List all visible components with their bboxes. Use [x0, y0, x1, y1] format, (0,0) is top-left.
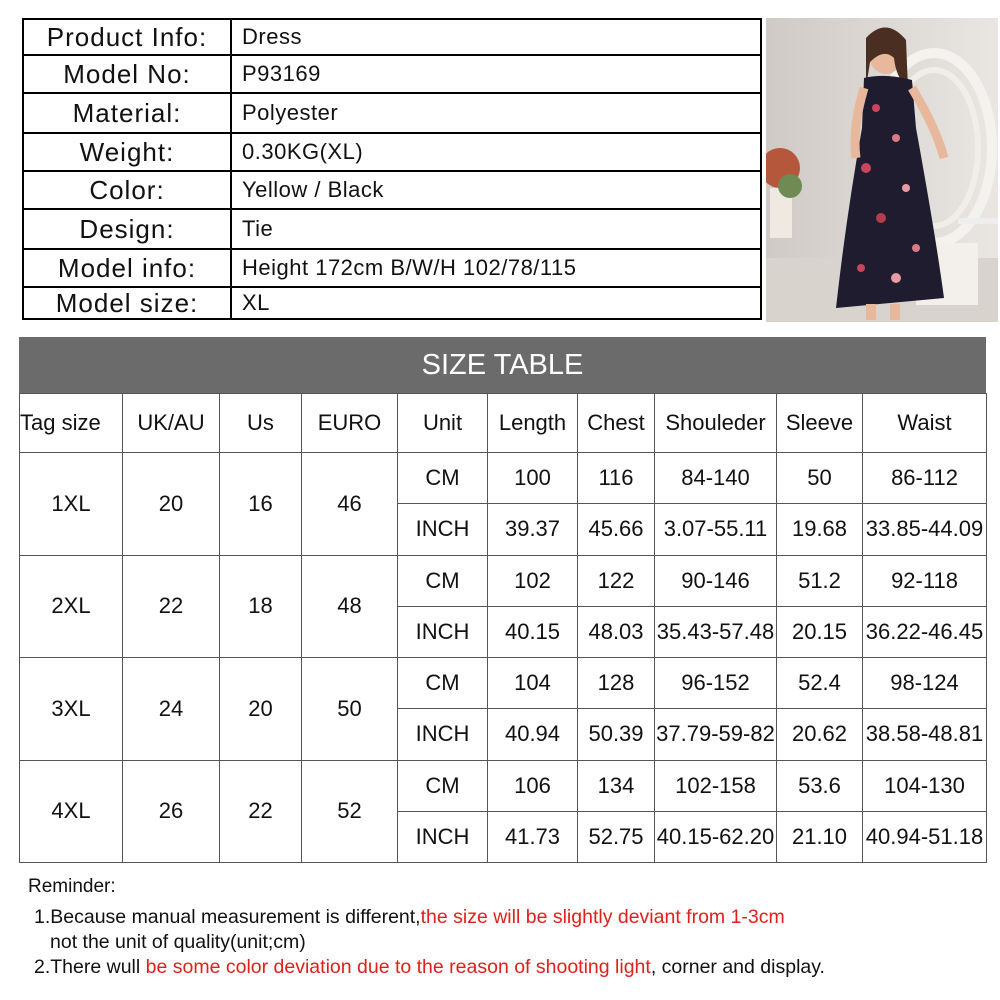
tag-size-cell: 4XL — [20, 760, 123, 863]
column-header: Shouleder — [655, 394, 777, 453]
sleeve-cell: 20.15 — [777, 606, 863, 657]
shoulder-cell: 102-158 — [655, 760, 777, 811]
uk-au-cell: 26 — [123, 760, 220, 863]
column-header: Tag size — [20, 394, 123, 453]
sleeve-cell: 19.68 — [777, 504, 863, 555]
chest-cell: 50.39 — [578, 709, 655, 760]
info-value: Yellow / Black — [242, 177, 384, 202]
euro-cell: 52 — [302, 760, 398, 863]
size-table-title: SIZE TABLE — [19, 337, 986, 393]
waist-cell: 98-124 — [863, 658, 987, 709]
sleeve-cell: 53.6 — [777, 760, 863, 811]
length-cell: 41.73 — [488, 811, 578, 862]
unit-cell: CM — [398, 760, 488, 811]
column-header: Length — [488, 394, 578, 453]
info-row — [24, 134, 760, 172]
info-row — [24, 94, 760, 134]
length-cell: 40.94 — [488, 709, 578, 760]
table-row — [20, 453, 987, 504]
sleeve-cell: 21.10 — [777, 811, 863, 862]
info-value: Polyester — [242, 100, 339, 125]
shoulder-cell: 84-140 — [655, 453, 777, 504]
euro-cell: 46 — [302, 453, 398, 556]
info-value: Dress — [242, 24, 302, 49]
unit-cell: CM — [398, 658, 488, 709]
unit-cell: CM — [398, 555, 488, 606]
info-value: P93169 — [242, 61, 321, 86]
uk-au-cell: 22 — [123, 555, 220, 658]
chest-cell: 52.75 — [578, 811, 655, 862]
tag-size-cell: 2XL — [20, 555, 123, 658]
product-info-table — [22, 18, 762, 320]
unit-cell: INCH — [398, 606, 488, 657]
waist-cell: 33.85-44.09 — [863, 504, 987, 555]
info-label: Model size: — [24, 288, 232, 318]
info-label: Design: — [24, 210, 232, 248]
unit-cell: INCH — [398, 811, 488, 862]
sleeve-cell: 52.4 — [777, 658, 863, 709]
shoulder-cell: 96-152 — [655, 658, 777, 709]
uk-au-cell: 24 — [123, 658, 220, 761]
length-cell: 106 — [488, 760, 578, 811]
euro-cell: 50 — [302, 658, 398, 761]
waist-cell: 36.22-46.45 — [863, 606, 987, 657]
size-table — [19, 393, 987, 863]
waist-cell: 38.58-48.81 — [863, 709, 987, 760]
shoulder-cell: 90-146 — [655, 555, 777, 606]
shoulder-cell: 37.79-59-82 — [655, 709, 777, 760]
info-label: Model No: — [24, 56, 232, 92]
shoulder-cell: 3.07-55.11 — [655, 504, 777, 555]
chest-cell: 45.66 — [578, 504, 655, 555]
info-row — [24, 250, 760, 288]
info-value: Height 172cm B/W/H 102/78/115 — [242, 255, 577, 280]
sleeve-cell: 50 — [777, 453, 863, 504]
sleeve-cell: 51.2 — [777, 555, 863, 606]
euro-cell: 48 — [302, 555, 398, 658]
info-label: Material: — [24, 94, 232, 132]
table-row — [20, 555, 987, 606]
table-row — [20, 658, 987, 709]
us-cell: 18 — [220, 555, 302, 658]
shoulder-cell: 35.43-57.48 — [655, 606, 777, 657]
us-cell: 22 — [220, 760, 302, 863]
shoulder-cell: 40.15-62.20 — [655, 811, 777, 862]
info-row — [24, 172, 760, 210]
info-row — [24, 288, 760, 318]
column-header: Sleeve — [777, 394, 863, 453]
unit-cell: CM — [398, 453, 488, 504]
tag-size-cell: 3XL — [20, 658, 123, 761]
chest-cell: 116 — [578, 453, 655, 504]
waist-cell: 104-130 — [863, 760, 987, 811]
info-row — [24, 56, 760, 94]
column-header: Us — [220, 394, 302, 453]
chest-cell: 48.03 — [578, 606, 655, 657]
info-label: Product Info: — [24, 20, 232, 54]
column-header: Chest — [578, 394, 655, 453]
info-row — [24, 20, 760, 56]
chest-cell: 134 — [578, 760, 655, 811]
us-cell: 16 — [220, 453, 302, 556]
us-cell: 20 — [220, 658, 302, 761]
size-table-header-row — [20, 394, 987, 453]
info-label: Weight: — [24, 134, 232, 170]
reminder-title: Reminder: — [28, 876, 116, 897]
reminder-line-1: 1.Because manual measurement is different,the size will be slightly deviant from 1-3cm — [34, 906, 785, 928]
info-value: 0.30KG(XL) — [242, 139, 364, 164]
info-value: XL — [242, 290, 270, 315]
model-photo — [766, 18, 998, 322]
info-label: Model info: — [24, 250, 232, 286]
tag-size-cell: 1XL — [20, 453, 123, 556]
info-row — [24, 210, 760, 250]
reminder-line-1b: not the unit of quality(unit;cm) — [50, 931, 306, 953]
chest-cell: 122 — [578, 555, 655, 606]
waist-cell: 92-118 — [863, 555, 987, 606]
column-header: EURO — [302, 394, 398, 453]
length-cell: 104 — [488, 658, 578, 709]
sleeve-cell: 20.62 — [777, 709, 863, 760]
info-label: Color: — [24, 172, 232, 208]
info-value: Tie — [242, 216, 274, 241]
length-cell: 100 — [488, 453, 578, 504]
unit-cell: INCH — [398, 709, 488, 760]
length-cell: 40.15 — [488, 606, 578, 657]
column-header: UK/AU — [123, 394, 220, 453]
length-cell: 39.37 — [488, 504, 578, 555]
reminder-line-2: 2.There wull be some color deviation due to the reason of shooting light, corner and display. — [34, 956, 825, 978]
length-cell: 102 — [488, 555, 578, 606]
column-header: Waist — [863, 394, 987, 453]
waist-cell: 40.94-51.18 — [863, 811, 987, 862]
unit-cell: INCH — [398, 504, 488, 555]
table-row — [20, 760, 987, 811]
uk-au-cell: 20 — [123, 453, 220, 556]
chest-cell: 128 — [578, 658, 655, 709]
reminder-note — [28, 874, 978, 980]
waist-cell: 86-112 — [863, 453, 987, 504]
column-header: Unit — [398, 394, 488, 453]
